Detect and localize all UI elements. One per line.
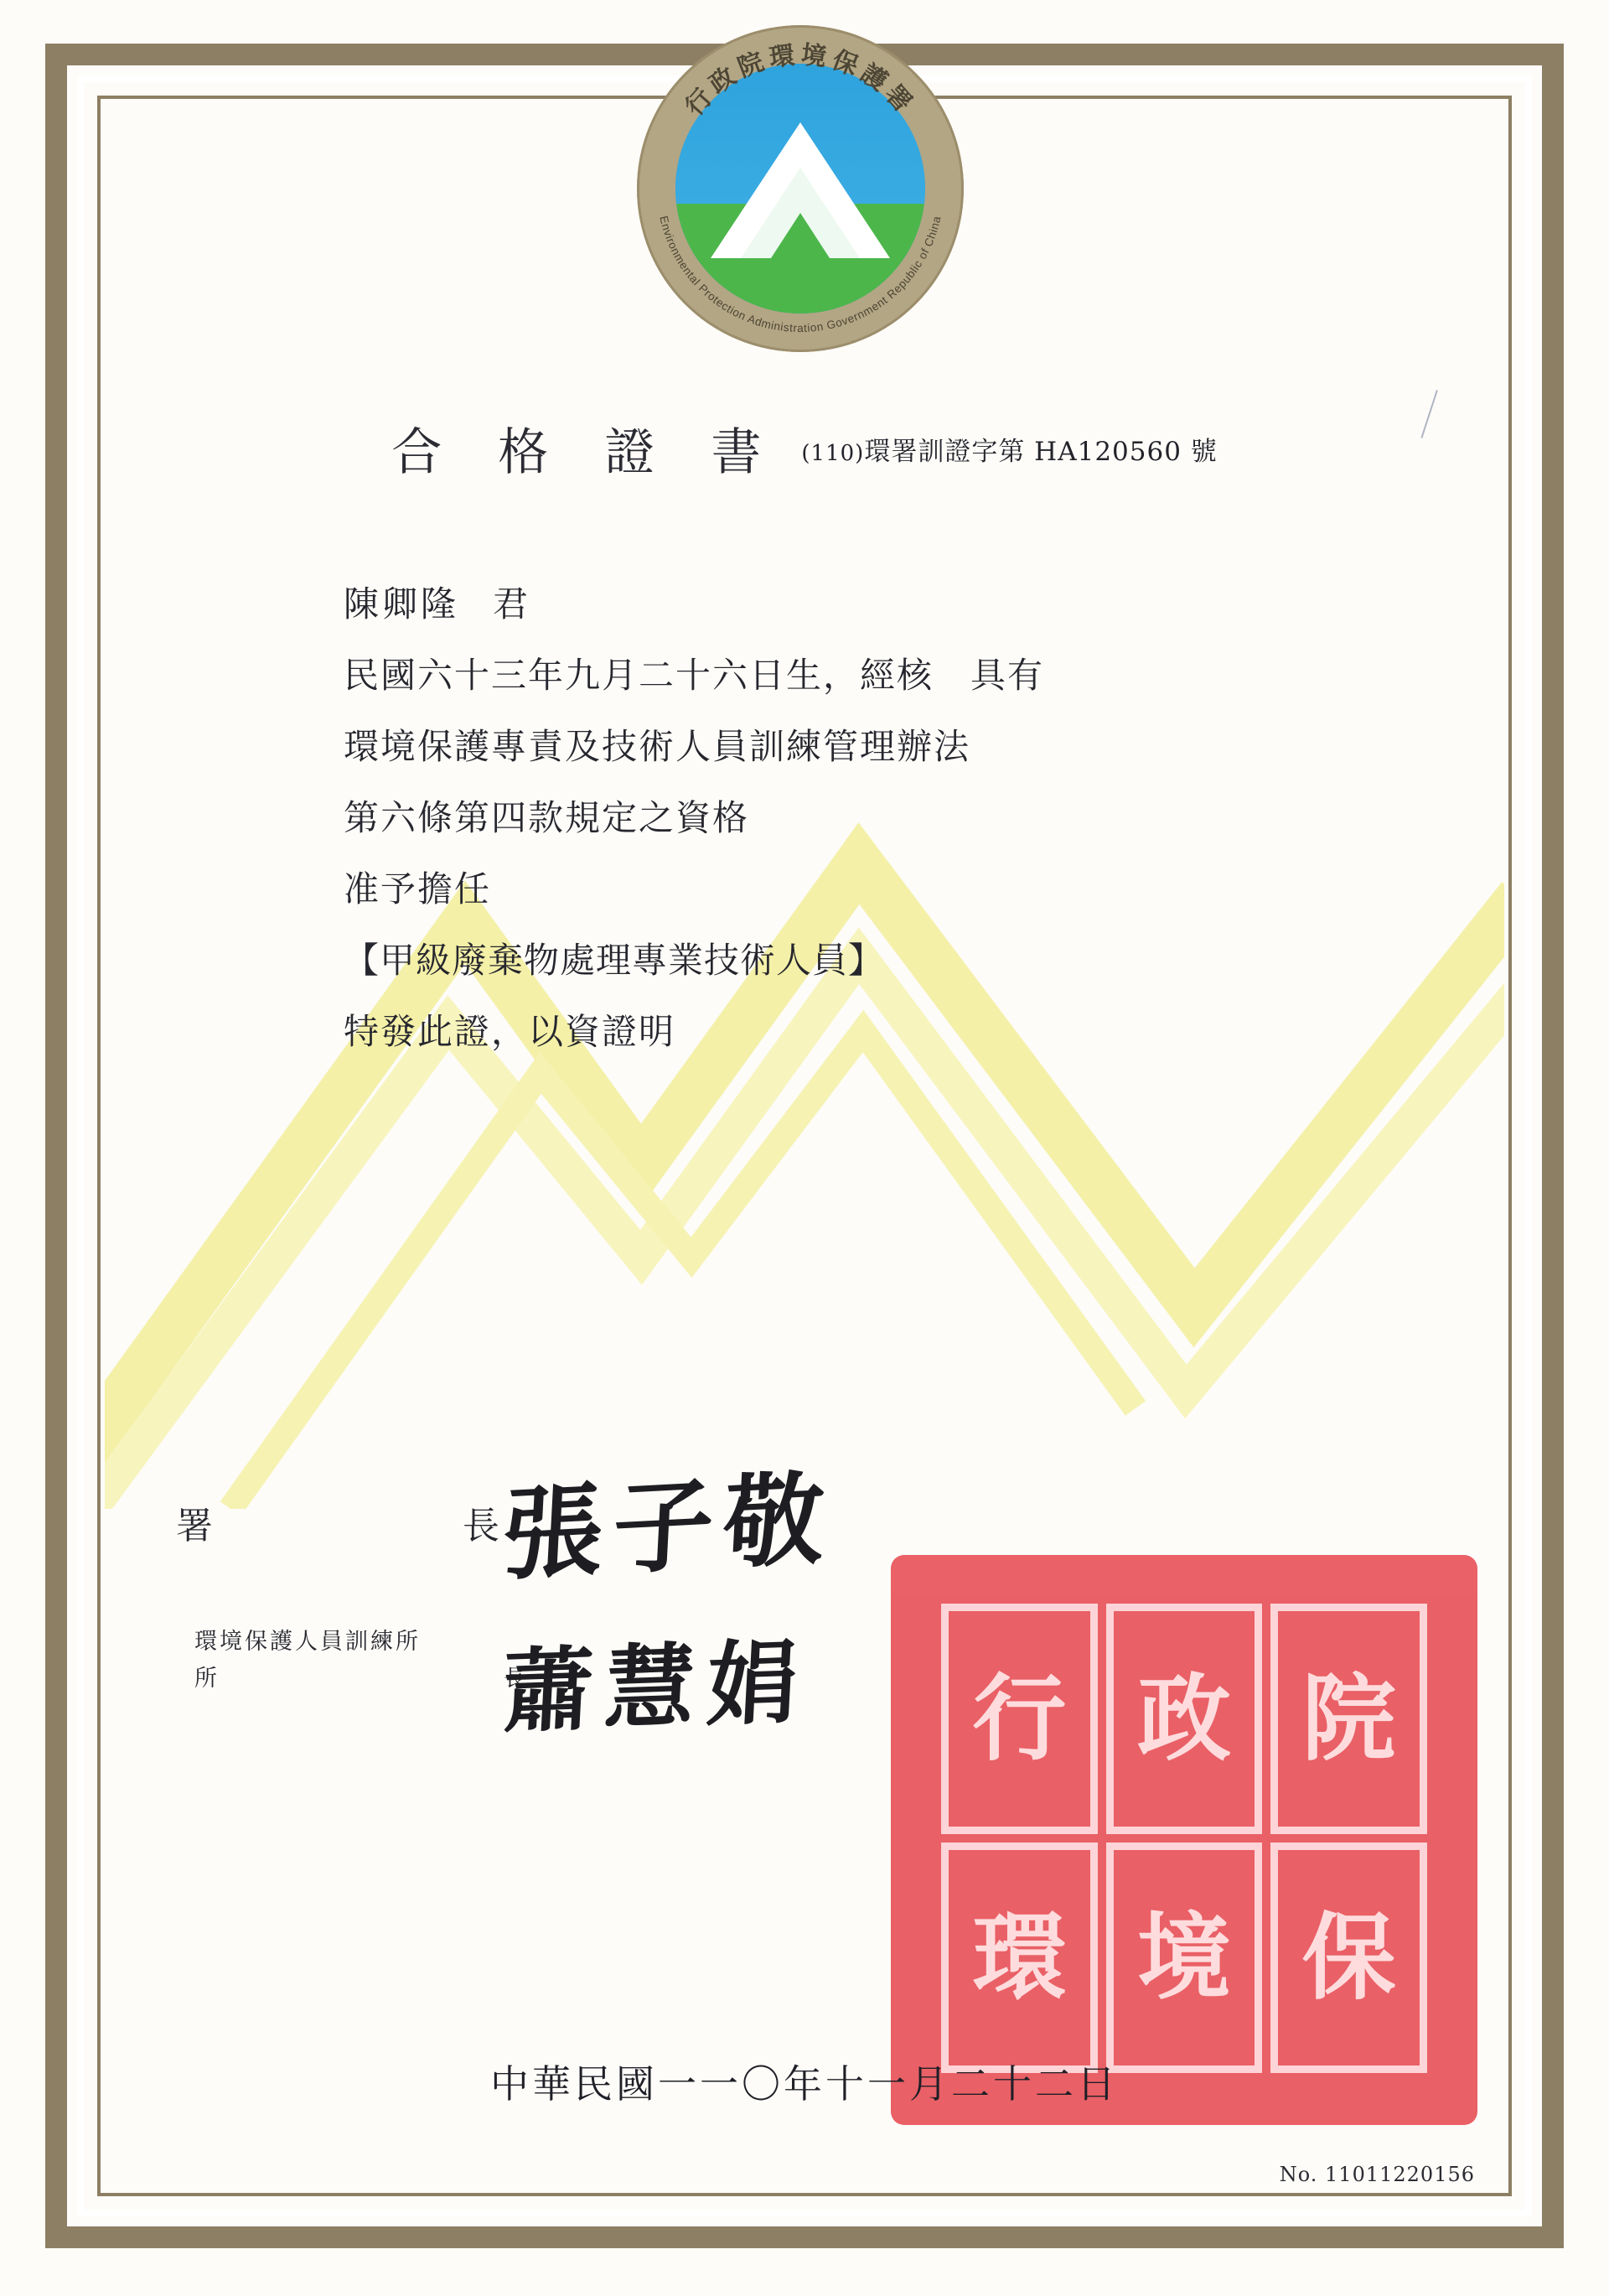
director-label: 署 長	[176, 1505, 558, 1547]
page-title: 合 格 證 書	[391, 423, 782, 482]
director-signature: 張子敬	[499, 1459, 837, 1595]
body-line-clause: 第六條第四款規定之資格	[344, 797, 750, 838]
body-line-birth: 民國六十三年九月二十六日生，經核 具有	[344, 655, 1045, 696]
body-line-permission: 准予擔任	[344, 868, 492, 910]
seal-char: 保	[1270, 1843, 1427, 2073]
emblem-top-arc-label: 行政院環境保護署	[680, 41, 920, 122]
institute-name: 環境保護人員訓練所	[194, 1629, 421, 1655]
emblem-bottom-arc-text	[637, 25, 964, 352]
issue-date: 中華民國一一〇年十一月二十二日	[490, 2061, 1119, 2107]
certificate-number-prefix: (110)	[801, 440, 865, 466]
body-line-closing: 特發此證，以資證明	[344, 1011, 676, 1052]
official-red-seal	[891, 1555, 1477, 2125]
seal-char: 行	[941, 1604, 1098, 1834]
recipient-honorific: 君	[493, 583, 532, 625]
footer-serial-number: No. 11011220156	[1279, 2163, 1475, 2186]
epa-emblem	[637, 25, 964, 352]
institute-head-signature: 蕭慧娟	[499, 1629, 812, 1746]
certificate-body	[344, 583, 1433, 1086]
seal-char: 政	[1106, 1604, 1263, 1834]
seal-char: 院	[1270, 1604, 1427, 1834]
recipient-name: 陳卿隆	[344, 583, 460, 625]
seal-character-grid	[941, 1604, 1427, 2073]
certificate-number-value: 環署訓證字第 HA120560 號	[864, 436, 1218, 467]
certificate-number	[801, 430, 1217, 468]
body-line-name	[344, 583, 1433, 625]
emblem-bottom-arc-label: Environmental Protection Administration Government Republic of China	[657, 215, 944, 335]
title-row	[0, 412, 1609, 485]
svg-text:Environmental Protection Admin	[657, 215, 943, 334]
institute-head-label: 所 長	[194, 1666, 607, 1692]
seal-char: 境	[1106, 1843, 1263, 2073]
body-line-qualification: 【甲級廢棄物處理專業技術人員】	[344, 940, 885, 981]
body-line-regulation: 環境保護專責及技術人員訓練管理辦法	[344, 726, 971, 767]
seal-char: 環	[941, 1843, 1098, 2073]
